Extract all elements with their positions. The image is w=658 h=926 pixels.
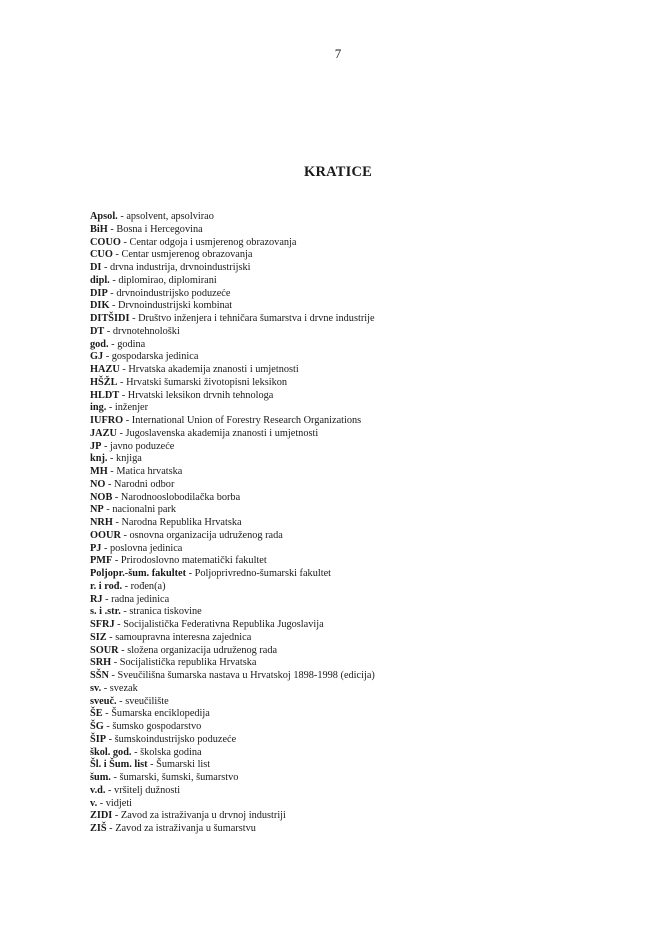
abbreviation-term: sv. — [90, 682, 102, 694]
abbreviation-entry — [90, 619, 610, 632]
abbreviation-definition: Zavod za istraživanja u drvnoj industriji — [120, 810, 286, 822]
abbreviation-definition: knjiga — [116, 453, 142, 465]
abbreviation-definition: sveučilište — [125, 695, 169, 707]
abbreviation-entry — [90, 645, 610, 658]
abbreviation-term: JP — [90, 440, 102, 452]
abbreviation-entry — [90, 606, 610, 619]
abbreviation-entry — [90, 275, 610, 288]
abbreviation-term: JAZU — [90, 427, 117, 439]
page-title: KRATICE — [303, 164, 372, 180]
abbreviation-entry — [90, 377, 610, 390]
abbreviation-separator: - — [107, 466, 117, 477]
abbreviation-term: RJ — [90, 593, 103, 605]
abbreviation-entry — [90, 428, 610, 441]
abbreviation-definition: šumarski, šumski, šumarstvo — [119, 772, 239, 783]
abbreviation-separator: - — [131, 746, 141, 758]
abbreviation-term: NO — [90, 478, 106, 490]
abbreviation-definition: drvnoindustrijsko poduzeće — [116, 287, 231, 299]
abbreviation-definition: radna jedinica — [111, 593, 170, 605]
abbreviation-term: DIP — [90, 287, 108, 299]
abbreviation-definition: poslovna jedinica — [110, 542, 183, 554]
abbreviation-term: SIZ — [90, 631, 107, 643]
abbreviation-separator: - — [120, 236, 130, 248]
abbreviation-term: CUO — [90, 249, 113, 261]
abbreviation-definition: Šumarski list — [156, 759, 211, 771]
abbreviation-separator: - — [101, 542, 111, 554]
abbreviation-entry — [90, 670, 610, 683]
abbreviation-definition: složena organizacija udruženog rada — [127, 644, 278, 656]
abbreviation-definition: godina — [117, 338, 146, 350]
abbreviation-entry — [90, 262, 610, 275]
abbreviation-term: COUO — [90, 236, 121, 248]
abbreviation-entry — [90, 734, 610, 747]
abbreviation-separator: - — [120, 529, 130, 541]
abbreviation-separator: - — [129, 313, 139, 324]
abbreviation-entry — [90, 555, 610, 568]
abbreviation-entry — [90, 351, 610, 364]
abbreviation-entry — [90, 759, 610, 772]
abbreviation-entry — [90, 747, 610, 760]
abbreviation-term: s. i .str. — [90, 606, 121, 618]
abbreviation-entry — [90, 594, 610, 607]
abbreviation-separator: - — [112, 491, 121, 503]
abbreviation-term: šum. — [90, 772, 111, 783]
abbreviation-entry — [90, 237, 610, 250]
abbreviation-definition: Centar usmjerenog obrazovanja — [121, 249, 253, 261]
abbreviation-separator: - — [116, 695, 126, 707]
abbreviation-separator: - — [117, 376, 127, 388]
abbreviation-definition: drvna industrija, drvnoindustrijski — [110, 262, 251, 273]
abbreviation-entry — [90, 479, 610, 492]
abbreviation-separator: - — [186, 568, 195, 579]
abbreviation-entry — [90, 708, 610, 721]
abbreviation-term: DITŠIDI — [90, 313, 130, 324]
abbreviation-entry — [90, 441, 610, 454]
abbreviation-definition: Bosna i Hercegovina — [116, 223, 203, 235]
abbreviation-entry — [90, 249, 610, 262]
abbreviation-separator: - — [109, 274, 119, 286]
abbreviation-definition: vidjeti — [105, 797, 133, 809]
abbreviation-term: DIK — [90, 300, 110, 312]
abbreviation-separator: - — [117, 211, 127, 222]
abbreviation-definition: Socijalistička republika Hrvatska — [119, 657, 257, 669]
abbreviation-term: DT — [90, 325, 105, 337]
abbreviation-separator: - — [114, 619, 124, 630]
abbreviation-term: r. i rođ. — [90, 580, 123, 592]
abbreviation-definition: Sveučilišna šumarska nastava u Hrvatskoj 1898-1998 (edicija) — [117, 670, 375, 681]
abbreviation-definition: Drvnoindustrijski kombinat — [118, 300, 233, 312]
abbreviation-definition: javno poduzeće — [110, 440, 175, 452]
abbreviation-term: dipl. — [90, 274, 110, 286]
abbreviation-entry — [90, 823, 610, 836]
abbreviation-separator: - — [112, 555, 121, 567]
abbreviation-separator: - — [107, 287, 117, 299]
abbreviation-entry — [90, 530, 610, 543]
abbreviation-entry — [90, 390, 610, 403]
abbreviation-separator: - — [116, 427, 126, 439]
abbreviation-term: ŠG — [90, 721, 104, 732]
abbreviation-entry — [90, 581, 610, 594]
abbreviation-definition: osnovna organizacija udruženog rada — [129, 529, 283, 541]
abbreviation-term: SOUR — [90, 644, 119, 656]
abbreviation-separator: - — [103, 351, 112, 363]
abbreviation-term: ZIDI — [90, 810, 113, 822]
abbreviation-separator: - — [101, 440, 111, 452]
abbreviation-term: GJ — [90, 351, 104, 363]
abbreviation-separator: - — [112, 249, 122, 261]
abbreviation-term: Apsol. — [90, 211, 118, 222]
abbreviation-separator: - — [112, 517, 122, 528]
abbreviation-term: sveuč. — [90, 695, 117, 707]
abbreviation-term: NRH — [90, 517, 113, 528]
abbreviation-separator: - — [108, 338, 118, 350]
abbreviation-definition: šumsko gospodarstvo — [112, 721, 202, 732]
abbreviation-entry — [90, 632, 610, 645]
abbreviation-separator: - — [101, 682, 110, 694]
abbreviation-term: DI — [90, 262, 102, 273]
abbreviation-list — [90, 211, 610, 836]
abbreviation-entry — [90, 288, 610, 301]
abbreviation-definition: Hrvatski leksikon drvnih tehnologa — [127, 389, 274, 401]
abbreviation-separator: - — [103, 721, 113, 732]
abbreviation-definition: International Union of Forestry Research Organizations — [131, 415, 362, 426]
abbreviation-separator: - — [106, 823, 116, 834]
abbreviation-separator: - — [118, 644, 128, 656]
abbreviation-definition: Zavod za istraživanja u šumarstvu — [115, 823, 256, 834]
abbreviation-definition: stranica tiskovine — [129, 606, 202, 618]
abbreviation-definition: samoupravna interesna zajednica — [115, 631, 252, 643]
abbreviation-entry — [90, 721, 610, 734]
abbreviation-definition: Narodni odbor — [114, 478, 175, 490]
abbreviation-entry — [90, 504, 610, 517]
abbreviation-term: ing. — [90, 402, 107, 414]
abbreviation-definition: gospodarska jedinica — [111, 351, 199, 363]
abbreviation-definition: Jugoslavenska akademija znanosti i umjetnosti — [125, 427, 319, 439]
abbreviation-definition: Narodna Republika Hrvatska — [121, 517, 242, 528]
abbreviation-term: SRH — [90, 657, 112, 669]
abbreviation-separator: - — [106, 733, 115, 745]
abbreviation-definition: Socijalistička Federativna Republika Jugoslavija — [123, 619, 324, 630]
abbreviation-separator: - — [119, 364, 129, 375]
abbreviation-term: SŠN — [90, 670, 109, 681]
abbreviation-definition: Hrvatska akademija znanosti i umjetnosti — [128, 364, 299, 375]
abbreviation-entry — [90, 543, 610, 556]
abbreviation-separator: - — [108, 670, 118, 681]
abbreviation-separator: - — [147, 759, 157, 771]
abbreviation-separator: - — [106, 631, 116, 643]
abbreviation-entry — [90, 657, 610, 670]
abbreviation-separator: - — [101, 262, 111, 273]
abbreviation-term: MH — [90, 466, 108, 477]
abbreviation-separator: - — [106, 402, 115, 414]
abbreviation-term: NP — [90, 504, 104, 516]
abbreviation-separator: - — [109, 300, 119, 312]
abbreviation-definition: nacionalni park — [112, 504, 177, 516]
abbreviation-term: SFRJ — [90, 619, 115, 630]
abbreviation-separator: - — [107, 223, 117, 235]
abbreviation-definition: vršitelj dužnosti — [114, 784, 181, 796]
abbreviation-term: ZIŠ — [90, 823, 107, 834]
abbreviation-term: Poljopr.-šum. fakultet — [90, 568, 187, 579]
abbreviation-separator: - — [105, 784, 115, 796]
abbreviation-separator: - — [111, 657, 120, 669]
abbreviation-definition: Matica hrvatska — [116, 466, 183, 477]
abbreviation-term: PMF — [90, 555, 113, 567]
abbreviation-definition: svezak — [109, 682, 138, 694]
abbreviation-term: knj. — [90, 453, 108, 465]
abbreviation-definition: apsolvent, apsolvirao — [126, 211, 214, 222]
abbreviation-entry — [90, 492, 610, 505]
abbreviation-separator: - — [104, 325, 113, 337]
abbreviation-separator: - — [102, 593, 112, 605]
abbreviation-term: škol. god. — [90, 746, 132, 758]
abbreviation-entry — [90, 300, 610, 313]
abbreviation-entry — [90, 224, 610, 237]
abbreviation-separator: - — [110, 772, 120, 783]
abbreviation-definition: Poljoprivredno-šumarski fakultet — [194, 568, 332, 579]
abbreviation-separator: - — [122, 580, 131, 592]
abbreviation-definition: diplomirao, diplomirani — [118, 274, 217, 286]
page-number: 7 — [334, 46, 342, 61]
abbreviation-separator: - — [123, 415, 132, 426]
abbreviation-term: PJ — [90, 542, 102, 554]
abbreviation-definition: Centar odgoja i usmjerenog obrazovanja — [129, 236, 297, 248]
abbreviation-separator: - — [105, 478, 115, 490]
abbreviation-definition: Hrvatski šumarski životopisni leksikon — [126, 376, 288, 388]
abbreviation-entry — [90, 810, 610, 823]
abbreviation-term: NOB — [90, 491, 113, 503]
abbreviation-entry — [90, 517, 610, 530]
abbreviation-separator: - — [120, 606, 130, 618]
abbreviation-definition: Narodnooslobodilačka borba — [120, 491, 241, 503]
abbreviation-term: HAZU — [90, 364, 120, 375]
abbreviation-entry — [90, 785, 610, 798]
abbreviation-term: IUFRO — [90, 415, 124, 426]
abbreviation-separator: - — [103, 504, 113, 516]
abbreviation-separator: - — [107, 453, 117, 465]
abbreviation-entry — [90, 313, 610, 326]
abbreviation-entry — [90, 466, 610, 479]
abbreviation-term: HŠŽL — [90, 376, 118, 388]
abbreviation-separator: - — [102, 708, 112, 720]
abbreviation-entry — [90, 339, 610, 352]
abbreviation-definition: inženjer — [114, 402, 149, 414]
abbreviation-entry — [90, 402, 610, 415]
abbreviation-entry — [90, 364, 610, 377]
abbreviation-separator: - — [97, 797, 106, 809]
abbreviation-definition: školska godina — [140, 746, 202, 758]
abbreviation-entry — [90, 696, 610, 709]
abbreviation-entry — [90, 415, 610, 428]
abbreviation-entry — [90, 772, 610, 785]
abbreviation-term: HLDT — [90, 389, 120, 401]
abbreviation-definition: rođen(a) — [130, 580, 166, 592]
abbreviation-separator: - — [119, 389, 128, 401]
abbreviation-term: ŠE — [90, 708, 103, 720]
abbreviation-definition: šumskoindustrijsko poduzeće — [114, 733, 237, 745]
abbreviation-entry — [90, 211, 610, 224]
abbreviation-definition: drvnotehnološki — [112, 325, 180, 337]
abbreviation-term: OOUR — [90, 529, 121, 541]
abbreviation-separator: - — [112, 810, 121, 822]
abbreviation-term: v.d. — [90, 784, 106, 796]
abbreviation-term: Šl. i Šum. list — [90, 759, 148, 771]
abbreviation-entry — [90, 683, 610, 696]
abbreviation-entry — [90, 568, 610, 581]
abbreviation-term: god. — [90, 338, 109, 350]
abbreviation-term: BiH — [90, 223, 108, 235]
abbreviation-definition: Šumarska enciklopedija — [111, 708, 210, 720]
abbreviation-term: ŠIP — [90, 733, 107, 745]
abbreviation-entry — [90, 798, 610, 811]
abbreviation-definition: Društvo inženjera i tehničara šumarstva i drvne industrije — [138, 313, 375, 324]
abbreviation-term: v. — [90, 797, 98, 809]
abbreviation-definition: Prirodoslovno matematički fakultet — [120, 555, 267, 567]
abbreviation-entry — [90, 326, 610, 339]
abbreviation-entry — [90, 453, 610, 466]
